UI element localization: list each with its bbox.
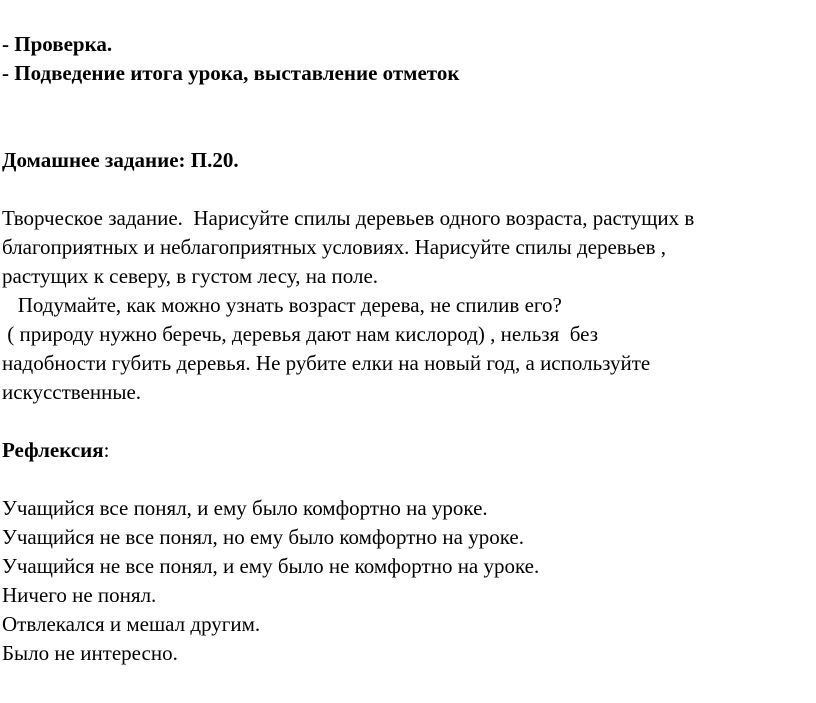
spacer <box>2 175 814 204</box>
lesson-step-check: - Проверка. <box>2 32 113 56</box>
reflection-options <box>2 494 814 668</box>
creative-task-line: надобности губить деревья. Не рубите елки на новый год, а используйте <box>2 351 651 375</box>
creative-task-line: искусственные. <box>2 380 142 404</box>
lesson-step-summary: - Подведение итога урока, выставление отметок <box>2 61 460 85</box>
reflection-option: Было не интересно. <box>2 641 178 665</box>
creative-task <box>2 204 814 407</box>
creative-task-line: растущих к северу, в густом лесу, на поле. <box>2 264 379 288</box>
homework-label: Домашнее задание: П.20. <box>2 148 239 172</box>
reflection-option: Учащийся не все понял, и ему было не комфортно на уроке. <box>2 554 540 578</box>
lesson-steps <box>2 30 814 88</box>
reflection-option: Учащийся все понял, и ему было комфортно на уроке. <box>2 496 488 520</box>
creative-task-line: благоприятных и неблагоприятных условиях. Нарисуйте спилы деревьев , <box>2 235 667 259</box>
spacer <box>2 465 814 494</box>
spacer <box>2 407 814 436</box>
creative-task-line: Подумайте, как можно узнать возраст дерева, не спилив его? <box>2 293 562 317</box>
reflection-heading-line <box>2 436 814 465</box>
reflection-heading: Рефлексия <box>2 438 104 462</box>
reflection-option: Отвлекался и мешал другим. <box>2 612 261 636</box>
document-page <box>2 30 814 668</box>
reflection-option: Ничего не понял. <box>2 583 157 607</box>
creative-task-line: Творческое задание. Нарисуйте спилы деревьев одного возраста, растущих в <box>2 206 695 230</box>
spacer <box>2 88 814 146</box>
creative-task-line: ( природу нужно беречь, деревья дают нам кислород) , нельзя без <box>2 322 599 346</box>
reflection-colon: : <box>103 438 110 462</box>
reflection-option: Учащийся не все понял, но ему было комфортно на уроке. <box>2 525 524 549</box>
